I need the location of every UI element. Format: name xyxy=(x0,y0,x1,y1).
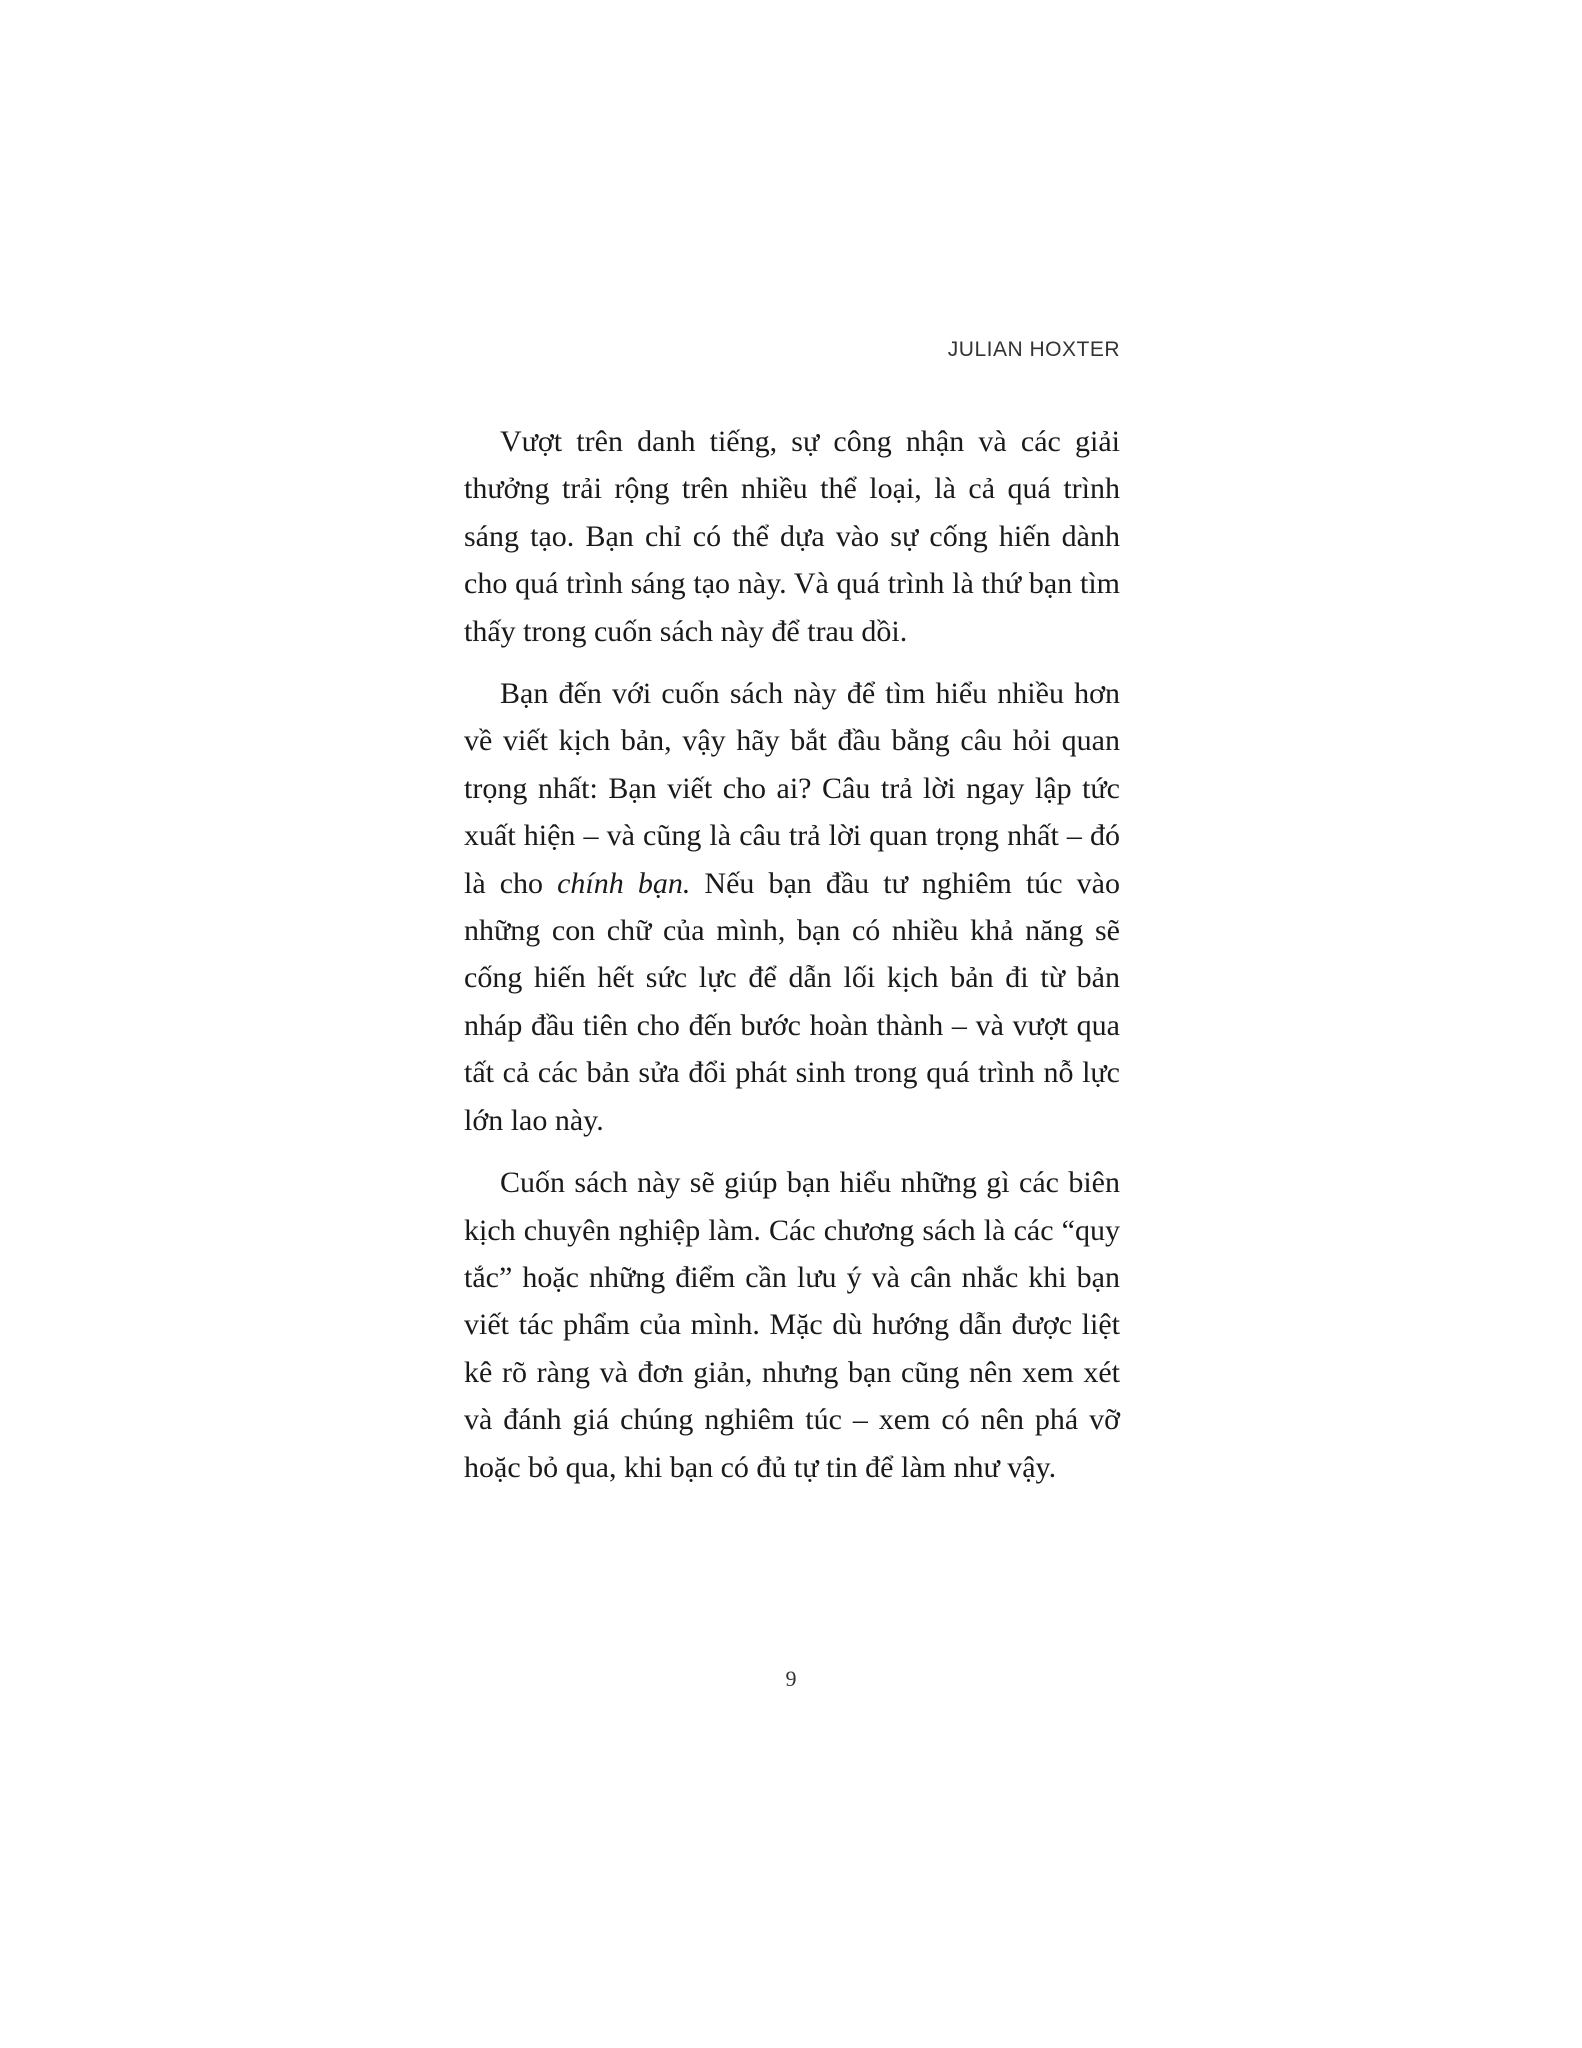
paragraph-2-emphasis: chính bạn. xyxy=(557,866,691,900)
paragraph-2 xyxy=(464,670,1120,1144)
paragraph-3: Cuốn sách này sẽ giúp bạn hiểu những gì các biên kịch chuyên nghiệp làm. Các chương sách là các “quy tắc” hoặc những điểm cần lưu ý và cân nhắc khi bạn viết tác phẩm của mình. Mặc dù hướng dẫn được liệt kê rõ ràng và đơn giản, nhưng bạn cũng nên xem xét và đánh giá chúng nghiêm túc – xem có nên phá vỡ hoặc bỏ qua, khi bạn có đủ tự tin để làm như vậy. xyxy=(464,1166,1120,1484)
running-header-author: JULIAN HOXTER xyxy=(947,338,1120,361)
page-number: 9 xyxy=(785,1666,797,1691)
paragraph-2-text-before: Bạn đến với cuốn sách này để tìm hiểu nhiều hơn về viết kịch bản, vậy hãy bắt đầu bằng câu hỏi quan trọng nhất: Bạn viết cho ai? Câu trả lời ngay lập tức xuất hiện – và cũng là câu trả lời quan trọng nhất – đó là cho xyxy=(464,677,1120,900)
paragraph-1: Vượt trên danh tiếng, sự công nhận và các giải thưởng trải rộng trên nhiều thể loại, là cả quá trình sáng tạo. Bạn chỉ có thể dựa vào sự cống hiến dành cho quá trình sáng tạo này. Và quá trình là thứ bạn tìm thấy trong cuốn sách này để trau dồi. xyxy=(464,425,1120,648)
body-text xyxy=(464,418,1120,1506)
paragraph-2-text-after: Nếu bạn đầu tư nghiêm túc vào những con chữ của mình, bạn có nhiều khả năng sẽ cống hiến hết sức lực để dẫn lối kịch bản đi từ bản nháp đầu tiên cho đến bước hoàn thành – và vượt qua tất cả các bản sửa đổi phát sinh trong quá trình nỗ lực lớn lao này. xyxy=(464,866,1120,1137)
